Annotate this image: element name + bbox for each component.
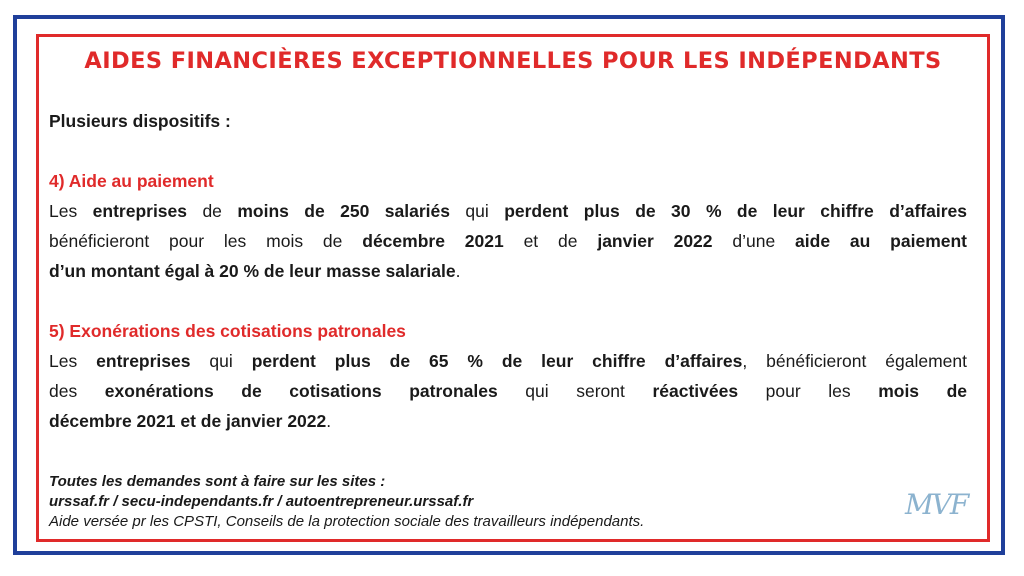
text-segment: qui <box>449 201 505 221</box>
text-segment: qui seront <box>497 381 653 401</box>
text-segment: et de <box>503 231 598 251</box>
spacer <box>49 286 967 316</box>
section-4-line-2 <box>49 226 967 256</box>
text-segment: des <box>49 381 105 401</box>
text-segment: , bénéficieront également <box>742 351 968 371</box>
intro-text: Plusieurs dispositifs : <box>49 111 231 131</box>
emphasis-text: moins de 250 salariés <box>237 201 450 221</box>
text-segment: . <box>455 261 461 281</box>
text-segment: bénéficieront pour les mois de <box>49 231 363 251</box>
section-4-line-3 <box>49 256 967 286</box>
text-segment: de <box>187 201 238 221</box>
emphasis-text: perdent plus de 30 % de leur chiffre d’affaires <box>504 201 968 221</box>
emphasis-text: perdent plus de 65 % de leur chiffre d’affaires <box>251 351 743 371</box>
section-4-heading: 4) Aide au paiement <box>49 171 214 191</box>
spacer <box>49 136 967 166</box>
section-4-line-1 <box>49 196 967 226</box>
text-segment: qui <box>190 351 252 371</box>
section-5-line-2 <box>49 376 967 406</box>
text-segment: d’une <box>712 231 796 251</box>
page-title: AIDES FINANCIÈRES EXCEPTIONNELLES POUR LES INDÉPENDANTS <box>84 48 942 74</box>
footer-websites: urssaf.fr / secu-independants.fr / autoentrepreneur.urssaf.fr <box>49 493 474 510</box>
section-5-line-1 <box>49 346 967 376</box>
signature-logo: MVF <box>905 488 968 521</box>
emphasis-text: exonérations de cotisations patronales <box>104 381 498 401</box>
text-segment: pour les <box>738 381 879 401</box>
section-5-line-3 <box>49 406 967 436</box>
footer-line-3: Aide versée pr les CPSTI, Conseils de la protection sociale des travailleurs indépendants. <box>49 513 645 530</box>
footer-note <box>49 472 869 532</box>
emphasis-text: janvier 2022 <box>597 231 713 251</box>
main-content <box>49 106 967 436</box>
emphasis-text: aide au paiement <box>795 231 968 251</box>
footer-line-1: Toutes les demandes sont à faire sur les sites : <box>49 473 386 490</box>
emphasis-text: mois de <box>878 381 968 401</box>
emphasis-text: entreprises <box>92 201 188 221</box>
text-segment: . <box>326 411 332 431</box>
section-5-heading: 5) Exonérations des cotisations patronales <box>49 321 406 341</box>
emphasis-text: entreprises <box>96 351 191 371</box>
emphasis-text: décembre 2021 <box>362 231 504 251</box>
emphasis-text: décembre 2021 et de janvier 2022 <box>49 411 327 431</box>
text-segment: Les <box>49 201 93 221</box>
emphasis-text: d’un montant égal à 20 % de leur masse salariale <box>49 261 456 281</box>
emphasis-text: réactivées <box>652 381 739 401</box>
text-segment: Les <box>49 351 97 371</box>
